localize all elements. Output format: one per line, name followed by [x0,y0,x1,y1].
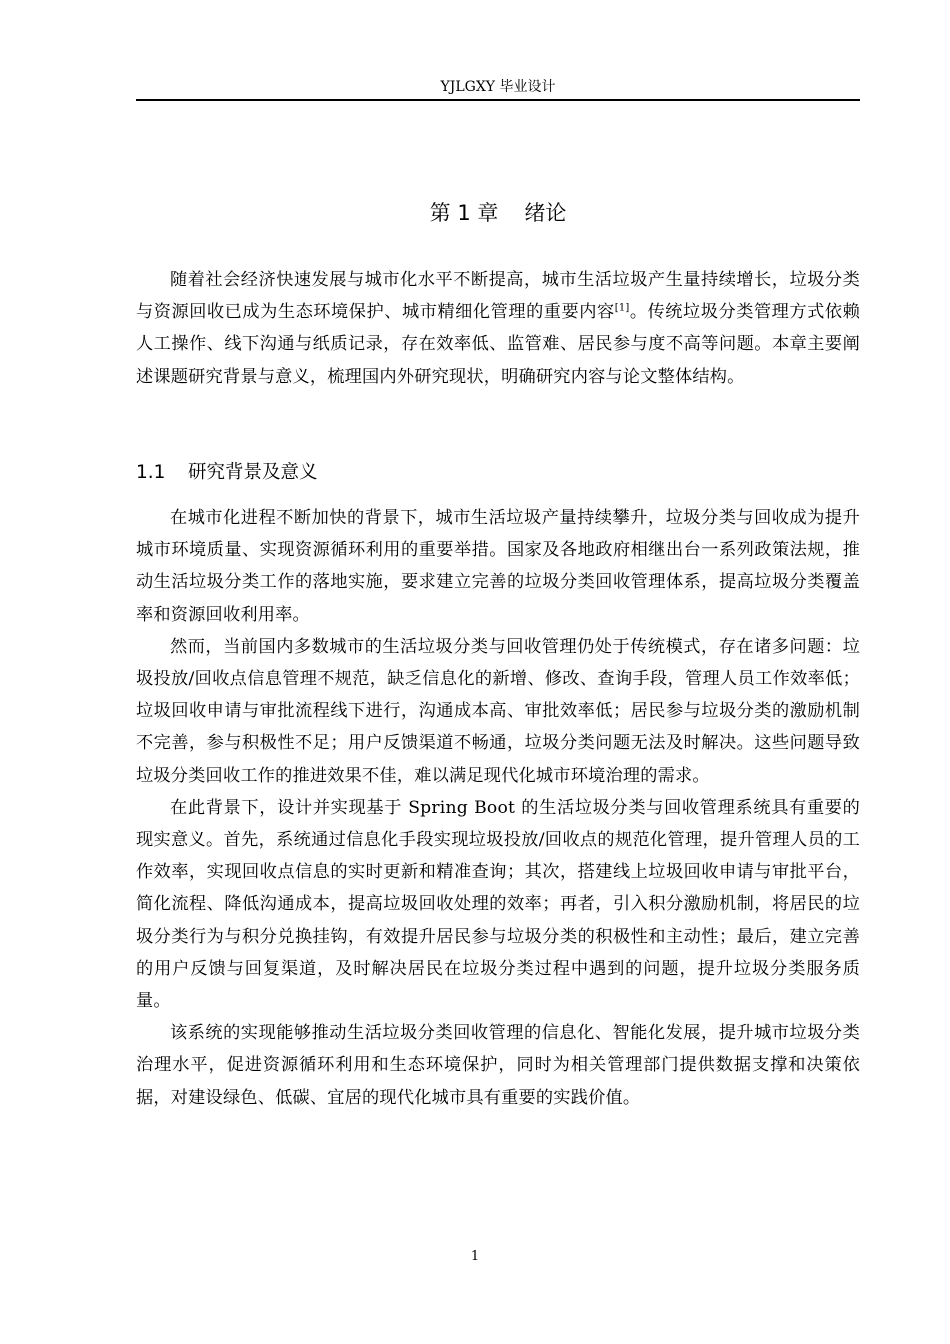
section-body [136,502,860,1114]
header-rule [136,99,860,101]
section-heading [136,459,318,487]
body-paragraph: 在城市化进程不断加快的背景下，城市生活垃圾产量持续攀升，垃圾分类与回收成为提升城市环境质量、实现资源循环利用的重要举措。国家及各地政府相继出台一系列政策法规，推动生活垃圾分类工作的落地实施，要求建立完善的垃圾分类回收管理体系，提高垃圾分类覆盖率和资源回收利用率。 [136,508,860,625]
running-header: YJLGXY 毕业设计 [440,79,556,95]
body-paragraph: 然而，当前国内多数城市的生活垃圾分类与回收管理仍处于传统模式，存在诸多问题：垃圾投放/回收点信息管理不规范，缺乏信息化的新增、修改、查询手段，管理人员工作效率低；垃圾回收申请与审批流程线下进行，沟通成本高、审批效率低；居民参与垃圾分类的激励机制不完善，参与积极性不足；用户反馈渠道不畅通，垃圾分类问题无法及时解决。这些问题导致垃圾分类回收工作的推进效果不佳，难以满足现代化城市环境治理的需求。 [136,636,860,786]
intro-paragraph [136,264,860,393]
section-title: 研究背景及意义 [188,462,318,483]
chapter-title [136,198,860,228]
chapter-name: 绪论 [524,201,567,225]
chapter-number: 第 1 章 [429,201,499,225]
citation-reference: [1] [614,302,630,314]
page-number: 1 [470,1249,480,1264]
chapter-intro [136,264,860,393]
body-paragraph: 在此背景下，设计并实现基于 Spring Boot 的生活垃圾分类与回收管理系统具有重要的现实意义。首先，系统通过信息化手段实现垃圾投放/回收点的规范化管理，提升管理人员的工作效率，实现回收点信息的实时更新和精准查询；其次，搭建线上垃圾回收申请与审批平台，简化流程、降低沟通成本，提高垃圾回收处理的效率；再者，引入积分激励机制，将居民的垃圾分类行为与积分兑换挂钩，有效提升居民参与垃圾分类的积极性和主动性；最后，建立完善的用户反馈与回复渠道，及时解决居民在垃圾分类过程中遇到的问题，提升垃圾分类服务质量。 [136,797,860,1012]
section-number: 1.1 [136,462,166,483]
intro-text-part-1: 随着社会经济快速发展与城市化水平不断提高，城市生活垃圾产生量持续增长，垃圾分类与资源回收已成为生态环境保护、城市精细化管理的重要内容 [136,270,860,323]
intro-text-part-2: 。传统垃圾分类管理方式依赖人工操作、线下沟通与纸质记录，存在效率低、监管难、居民参与度不高等问题。本章主要阐述课题研究背景与意义，梳理国内外研究现状，明确研究内容与论文整体结构。 [136,302,860,387]
body-paragraph: 该系统的实现能够推动生活垃圾分类回收管理的信息化、智能化发展，提升城市垃圾分类治理水平，促进资源循环利用和生态环境保护，同时为相关管理部门提供数据支撑和决策依据，对建设绿色、低碳、宜居的现代化城市具有重要的实践价值。 [136,1023,860,1108]
